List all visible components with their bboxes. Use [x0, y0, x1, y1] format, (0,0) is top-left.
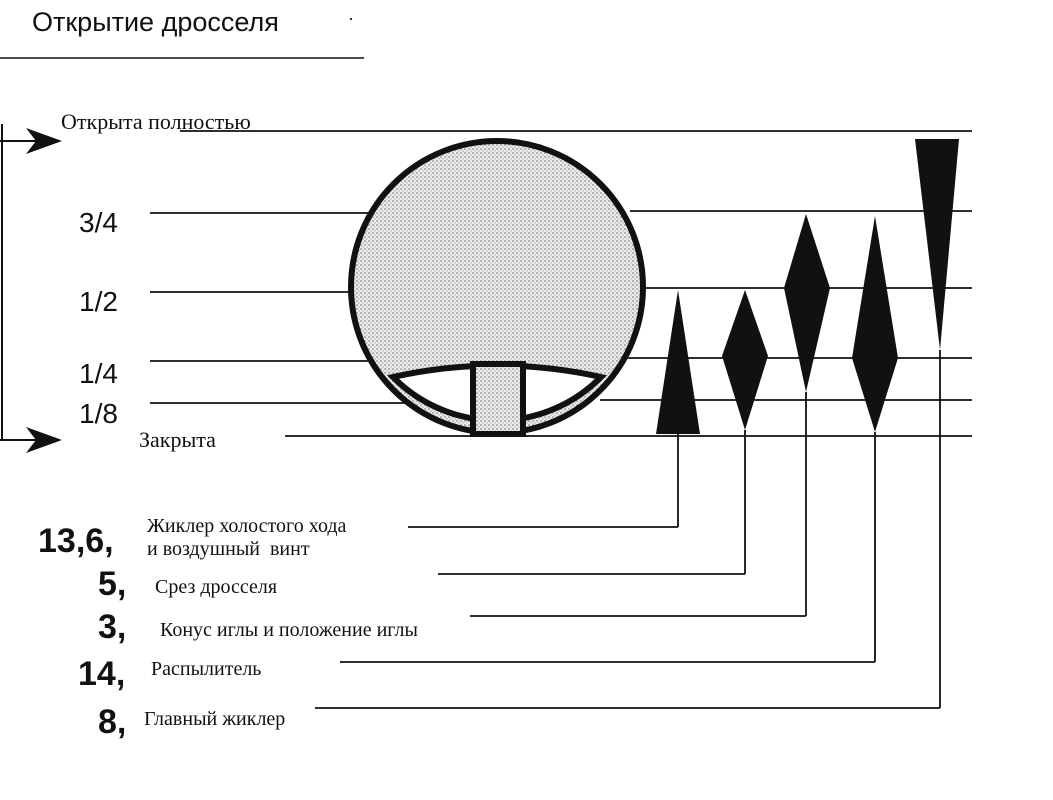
legend-number-main-jet: 8, [98, 703, 127, 741]
legend-number-needle: 3, [98, 608, 127, 646]
label-half: 1/2 [79, 286, 118, 317]
legend-number-idle: 13,6, [38, 522, 114, 560]
legend-number-cutaway: 5, [98, 565, 127, 603]
legend-needle-jet-text: Распылитель [151, 658, 262, 680]
label-quarter: 1/4 [79, 358, 118, 389]
label-three-quarter: 3/4 [79, 207, 118, 238]
legend-cutaway-text: Срез дросселя [155, 576, 278, 598]
stray-mark [350, 18, 352, 20]
leader-lines-horizontal [315, 527, 940, 708]
opening-range-bracket [0, 124, 40, 440]
main-jet-shape [915, 139, 959, 350]
diagram-title: Открытие дросселя [32, 7, 279, 37]
legend-number-needle-jet: 14, [78, 655, 126, 693]
legend-needle-text: Конус иглы и положение иглы [160, 619, 418, 641]
label-closed: Закрыта [139, 427, 216, 452]
label-eighth: 1/8 [79, 398, 118, 429]
legend-main-jet-text: Главный жиклер [144, 708, 286, 730]
leader-lines-vertical [678, 350, 940, 708]
legend-idle-line-2: и воздушный винт [147, 538, 310, 560]
label-fully-open: Открыта полностью [61, 109, 251, 134]
throttle-slide-circle [351, 141, 643, 434]
legend-idle-line-1: Жиклер холостого хода [147, 515, 347, 537]
idle-jet-shape [656, 290, 700, 434]
throttle-cutaway-shape [722, 290, 768, 430]
throttle-center-window [473, 364, 523, 434]
needle-taper-shape [784, 214, 830, 392]
component-shapes [656, 139, 959, 434]
